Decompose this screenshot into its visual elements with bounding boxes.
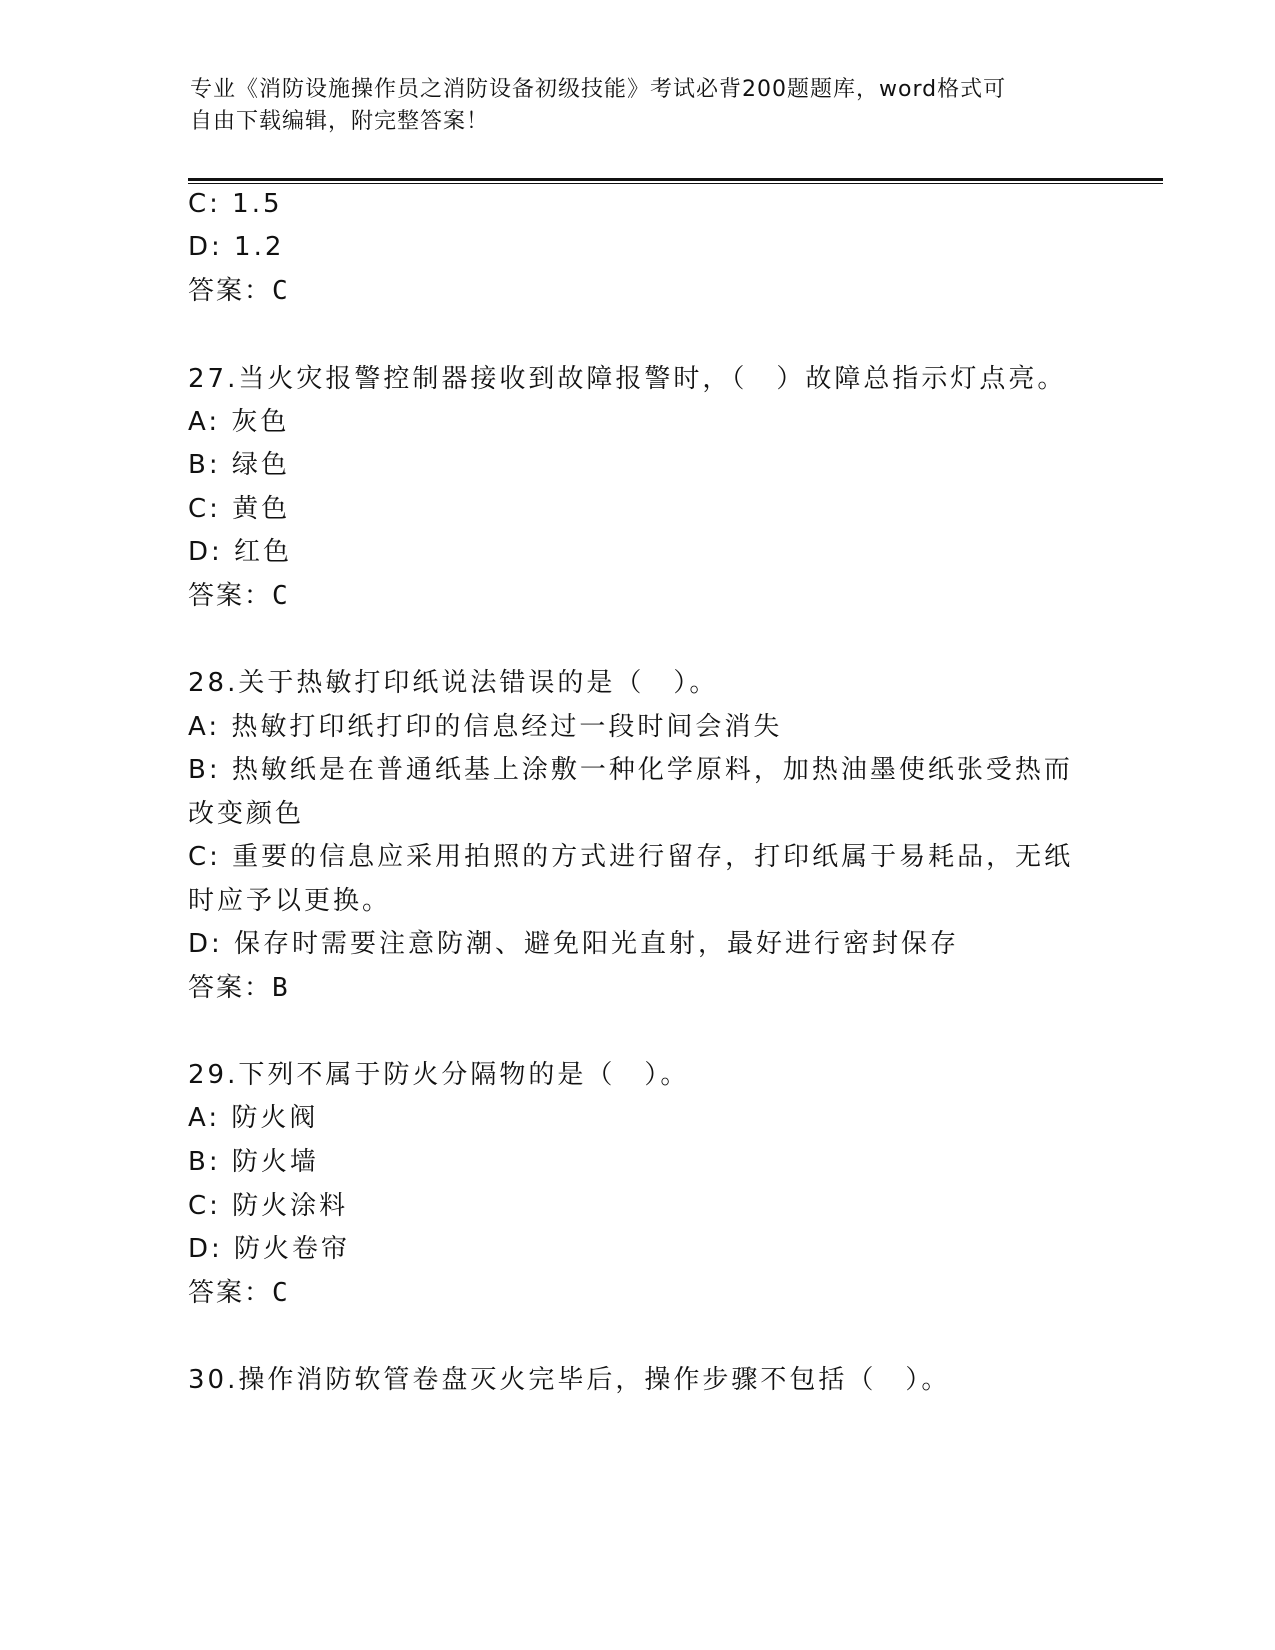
answer-label: 答案： (188, 581, 273, 611)
q26-option-d: D: 1.2 (188, 232, 285, 262)
header-line-2: 自由下载编辑，附完整答案！ (190, 109, 490, 134)
q27-question: 27.当火灾报警控制器接收到故障报警时，（ ）故障总指示灯点亮。 (188, 364, 1067, 394)
header-rule-thin (188, 183, 1163, 184)
q27-option-a: A: 灰色 (188, 407, 290, 437)
q26-option-c: C: 1.5 (188, 189, 283, 219)
header-line-1: 专业《消防设施操作员之消防设备初级技能》考试必背200题题库，word格式可 (190, 77, 1007, 102)
q28-option-b-line2: 改变颜色 (188, 799, 305, 829)
answer-value: C (272, 581, 291, 611)
header-rule-thick (188, 178, 1163, 181)
q28-option-c-line2: 时应予以更换。 (188, 886, 392, 916)
answer-value: C (272, 276, 291, 306)
q29-option-a: A: 防火阀 (188, 1103, 319, 1133)
q29-question: 29.下列不属于防火分隔物的是（ ）。 (188, 1060, 690, 1090)
q27-option-d: D: 红色 (188, 537, 293, 567)
q29-option-c: C: 防火涂料 (188, 1191, 349, 1221)
q29-answer (188, 1277, 291, 1309)
q27-answer (188, 580, 291, 612)
q28-option-a: A: 热敏打印纸打印的信息经过一段时间会消失 (188, 712, 783, 742)
answer-value: C (272, 1278, 291, 1308)
q29-option-b: B: 防火墙 (188, 1147, 319, 1177)
q26-answer (188, 275, 291, 307)
q29-option-d: D: 防火卷帘 (188, 1234, 351, 1264)
answer-label: 答案： (188, 276, 273, 306)
answer-value: B (272, 973, 291, 1003)
q27-option-c: C: 黄色 (188, 494, 291, 524)
document-header (190, 74, 1090, 138)
q30-question: 30.操作消防软管卷盘灭火完毕后，操作步骤不包括（ ）。 (188, 1365, 951, 1395)
q28-option-d: D: 保存时需要注意防潮、避免阳光直射，最好进行密封保存 (188, 929, 960, 959)
answer-label: 答案： (188, 1278, 273, 1308)
q28-option-b-line1: B: 热敏纸是在普通纸基上涂敷一种化学原料，加热油墨使纸张受热而 (188, 755, 1073, 785)
q28-option-c-line1: C: 重要的信息应采用拍照的方式进行留存，打印纸属于易耗品，无纸 (188, 842, 1074, 872)
answer-label: 答案： (188, 973, 273, 1003)
q28-answer (188, 972, 291, 1004)
q27-option-b: B: 绿色 (188, 450, 290, 480)
q28-question: 28.关于热敏打印纸说法错误的是（ ）。 (188, 668, 719, 698)
